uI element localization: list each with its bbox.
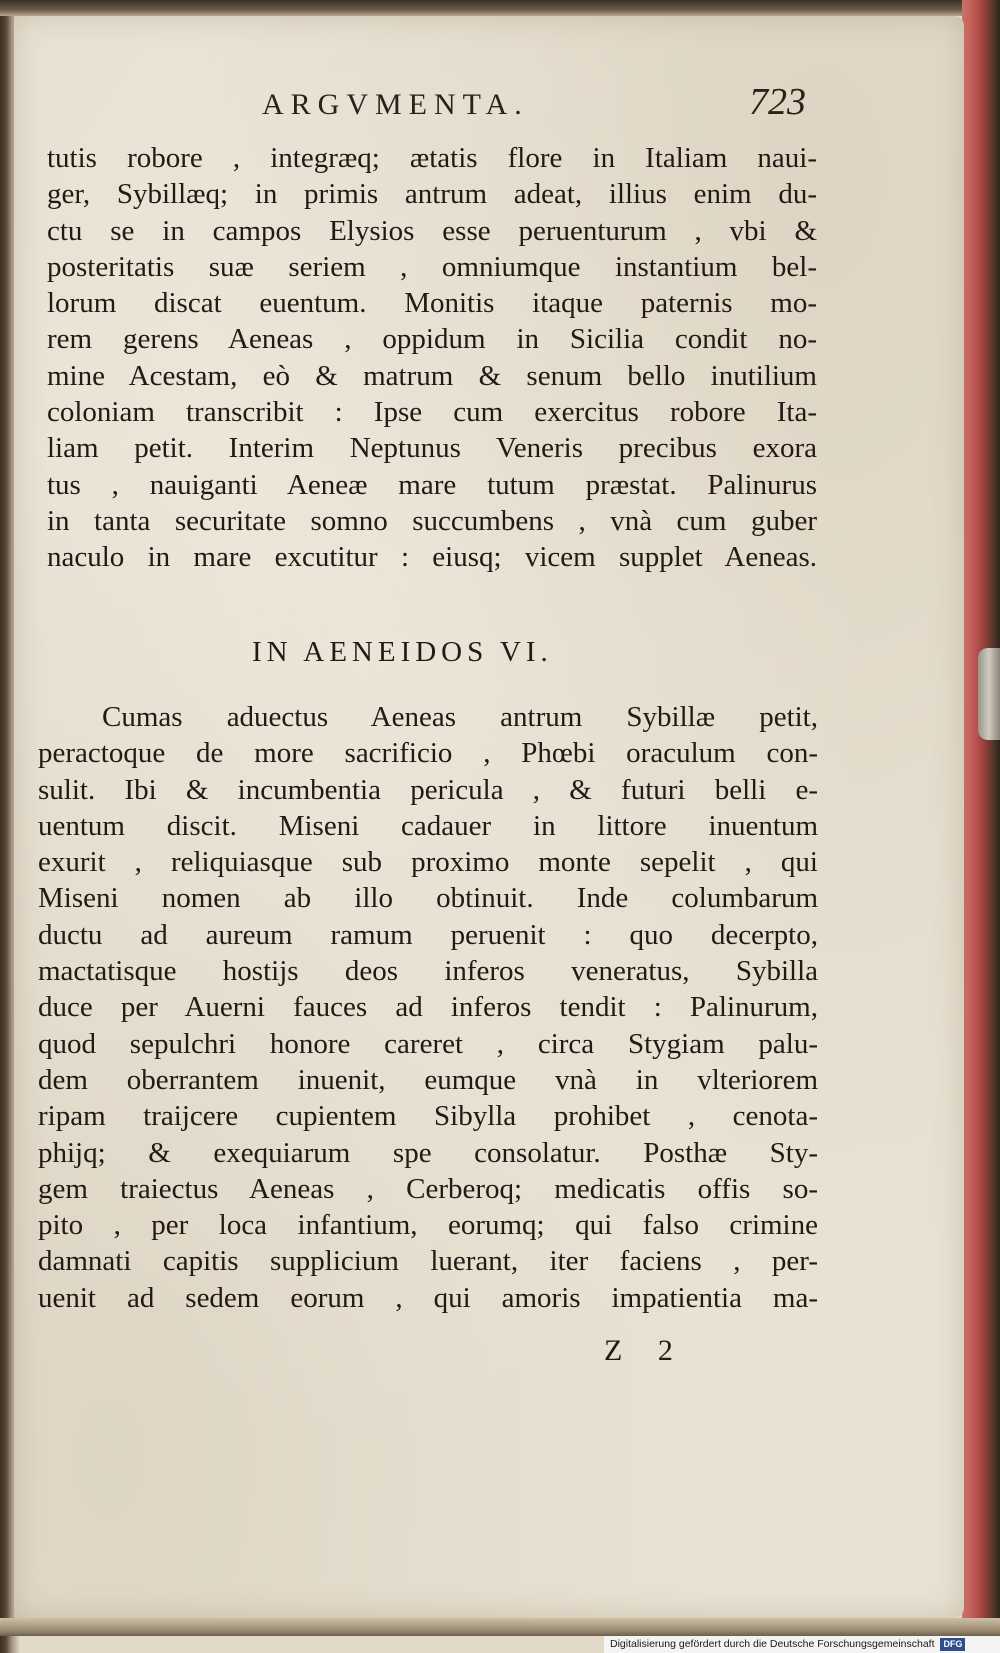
book-page [14, 16, 964, 1618]
dfg-logo: DFG [940, 1638, 965, 1651]
argument-text-v [47, 140, 817, 576]
text-line: tutis robore , integræq; ætatis flore in Italiam naui- [47, 142, 817, 174]
text-line: ductu ad aureum ramum peruenit : quo decerpto, [38, 918, 818, 951]
section-heading-label: IN AENEIDOS VI. [252, 636, 553, 668]
credit-text: Digitalisierung gefördert durch die Deutsche Forschungsgemeinschaft [610, 1638, 935, 1650]
running-head [14, 81, 964, 128]
text-line: ger, Sybillæq; in primis antrum adeat, illius enim du- [47, 178, 817, 211]
running-head-title: ARGVMENTA. [262, 88, 529, 121]
text-line: uenit ad sedem eorum , qui amoris impatientia ma- [38, 1281, 818, 1314]
book-fore-edge [962, 0, 1000, 1653]
text-line: exurit , reliquiasque sub proximo monte sepelit , qui [38, 846, 818, 879]
text-line: in tanta securitate somno succumbens , vnà cum guber [47, 504, 817, 537]
digitization-credit [604, 1636, 1000, 1653]
text-line: tus , nauiganti Aeneæ mare tutum præstat. Palinurus [47, 468, 817, 501]
signature-mark: Z 2 [604, 1334, 687, 1367]
book-top-edge [0, 0, 1000, 16]
text-line: mactatisque hostijs deos inferos veneratus, Sybilla [38, 955, 818, 988]
text-line: ripam traijcere cupientem Sibylla prohibet , cenota- [38, 1100, 818, 1133]
text-line: sulit. Ibi & incumbentia pericula , & futuri belli e- [38, 773, 818, 806]
text-line: dem oberrantem inuenit, eumque vnà in vlteriorem [38, 1063, 818, 1096]
text-line: lorum discat euentum. Monitis itaque paternis mo- [47, 287, 817, 320]
book-bottom-edge [0, 1618, 1000, 1636]
text-line: phijq; & exequiarum spe consolatur. Posthæ Sty- [38, 1136, 818, 1169]
text-line: damnati capitis supplicium luerant, iter faciens , per- [38, 1245, 818, 1278]
text-line: Cumas aduectus Aeneas antrum Sybillæ petit, [102, 701, 818, 733]
text-line: liam petit. Interim Neptunus Veneris precibus exora [47, 432, 817, 465]
page-number: 723 [749, 81, 806, 123]
text-line: naculo in mare excutitur : eiusq; vicem supplet Aeneas. [47, 541, 817, 574]
text-line: gem traiectus Aeneas , Cerberoq; medicatis offis so- [38, 1172, 818, 1205]
text-line: mine Acestam, eò & matrum & senum bello inutilium [47, 359, 817, 392]
text-line: uentum discit. Miseni cadauer in littore inuentum [38, 809, 818, 842]
argument-text-vi [38, 699, 818, 1316]
text-line: duce per Auerni fauces ad inferos tendit : Palinurum, [38, 991, 818, 1024]
text-line: rem gerens Aeneas , oppidum in Sicilia condit no- [47, 323, 817, 356]
text-line: posteritatis suæ seriem , omniumque instantium bel- [47, 250, 817, 283]
text-line: coloniam transcribit : Ipse cum exercitus robore Ita- [47, 396, 817, 429]
text-line: ctu se in campos Elysios esse peruenturum , vbi & [47, 214, 817, 247]
book-clasp [978, 648, 1000, 740]
text-line: Miseni nomen ab illo obtinuit. Inde columbarum [38, 882, 818, 915]
text-line: pito , per loca infantium, eorumq; qui falso crimine [38, 1209, 818, 1242]
text-line: peractoque de more sacrificio , Phœbi oraculum con- [38, 737, 818, 770]
text-line: quod sepulchri honore careret , circa Stygiam palu- [38, 1027, 818, 1060]
